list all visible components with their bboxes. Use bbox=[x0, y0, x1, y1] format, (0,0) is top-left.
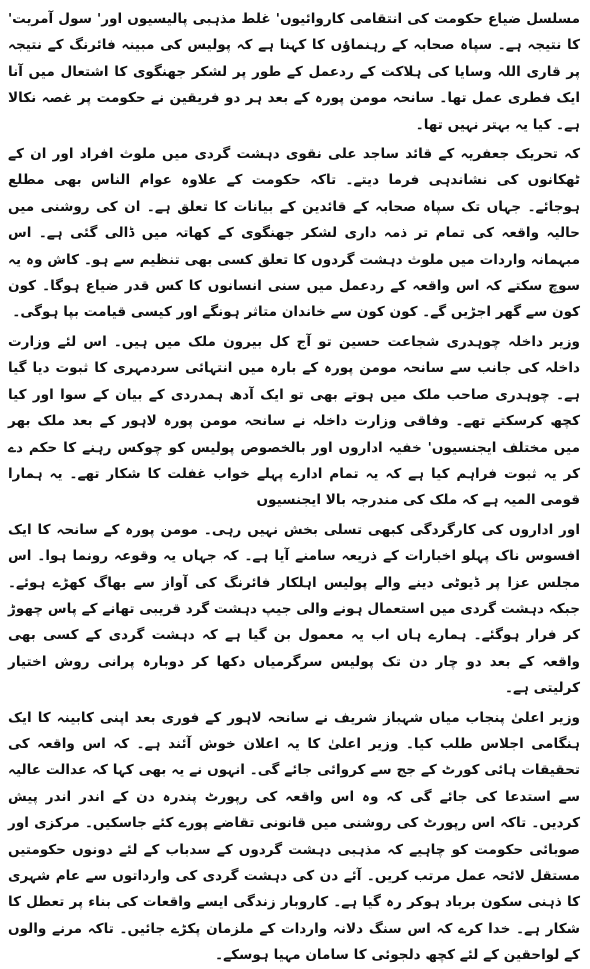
article-paragraph-4: اور اداروں کی کارگردگی کبھی تسلی بخش نہیں رہی۔ مومن پورہ کے سانحہ کا ایک افسوس ناک پہلو اخبارات کے ذریعہ سامنے آیا ہے۔ کہ جہاں یہ وقوعہ رونما ہوا۔ اس مجلس عزا پر ڈیوٹی دینے والے پولیس اہلکار فائرنگ کی آواز سے بھاگ کھڑے ہوئے۔ جبکہ دہشت گردی میں استعمال ہونے والی جیپ دہشت گرد قریبی تھانے کے پاس چھوڑ کر فرار ہوگئے۔ ہمارے ہاں اب یہ معمول بن گیا ہے کہ دہشت گردی کے کسی بھی واقعہ کے بعد دو چار دن تک پولیس سرگرمیاں دکھا کر دوبارہ پرانی روش اختیار کرلیتی ہے۔ bbox=[8, 521, 580, 697]
article-paragraph-1: مسلسل ضیاع حکومت کی انتقامی کاروائیوں' غلط مذہبی پالیسیوں اور' سول آمریت' کا نتیجہ ہے۔ سپاہ صحابہ کے رہنماؤں کا کہنا ہے کہ پولیس کی مبینہ فائرنگ کے نتیجہ پر قاری اللہ وسایا کی ہلاکت کے ردعمل کے طور پر لشکر جھنگوی کا اشتعال میں آنا ایک فطری عمل تھا۔ سانحہ مومن پورہ کے بعد ہر دو فریقین نے حکومت پر غصہ نکالا ہے۔ کیا یہ بہتر نہیں تھا۔ bbox=[8, 11, 580, 133]
article-paragraph-3: وزیر داخلہ چوہدری شجاعت حسین تو آج کل بیرون ملک میں ہیں۔ اس لئے وزارت داخلہ کی جانب سے سانحہ مومن پورہ کے بارہ میں انتہائی سردمہری کا ثبوت دیا گیا ہے۔ چوہدری صاحب ملک میں ہوتے بھی تو ایک آدھ ہمدردی کے بیان کے سوا اور کیا کچھ کرسکتے تھے۔ وفاقی وزارت داخلہ نے سانحہ مومن پورہ لاہور کے بعد ملک بھر میں مختلف ایجنسیوں' خفیہ اداروں اور بالخصوص پولیس کو چوکس رہنے کا حکم دے کر یہ ثبوت فراہم کیا ہے کہ یہ تمام ادارے پہلے خواب غفلت کا شکار تھے۔ یہ ہمارا قومی المیہ ہے کہ ملک کی مندرجہ بالا ایجنسیوں bbox=[8, 333, 580, 509]
article-paragraph-5: وزیر اعلیٰ پنجاب میاں شہباز شریف نے سانحہ لاہور کے فوری بعد اپنی کابینہ کا ایک ہنگامی اجلاس طلب کیا۔ وزیر اعلیٰ کا یہ اعلان خوش آئند ہے۔ کہ اس واقعہ کی تحقیقات ہائی کورٹ کے جج سے کروائی جائے گی۔ انہوں نے یہ بھی کہا کہ عدالت عالیہ سے استدعا کی جائے گی کہ وہ اس واقعہ کی رپورٹ پندرہ دن کے اندر اندر پیش کردیں۔ تاکہ اس رپورٹ کی روشنی میں قانونی تقاضے پورے کئے جاسکیں۔ مرکزی اور صوبائی حکومت کو چاہیے کہ مذہبی دہشت گردوں کے سدباب کے لئے دونوں حکومتیں مستقل لائحہ عمل مرتب کریں۔ آئے دن کی دہشت گردی کی وارداتوں سے عام شہری کا ذہنی سکون برباد ہوکر رہ گیا ہے۔ کاروبار زندگی ایسے واقعات کی بناء پر تعطل کا شکار ہے۔ خدا کرے کہ اس سنگ دلانہ واردات کے ملزمان پکڑے جائیں۔ تاکہ مرنے والوں کے لواحقین کے لئے کچھ دلجوئی کا سامان مہیا ہوسکے۔ bbox=[8, 709, 580, 964]
article-paragraph-2: کہ تحریک جعفریہ کے قائد ساجد علی نقوی دہشت گردی میں ملوث افراد اور ان کے ٹھکانوں کی نشاندہی فرما دیتے۔ تاکہ حکومت کے علاوہ عوام الناس بھی مطلع ہوجائے۔ جہاں تک سپاہ صحابہ کے قائدین کے بیانات کا تعلق ہے۔ ان کی روشنی میں حالیہ واقعہ کی تمام تر ذمہ داری لشکر جھنگوی کے کھاتہ میں ڈالی گئی ہے۔ اس مبہمانہ واردات میں ملوث دہشت گردوں کا تعلق کسی بھی تنظیم سے ہو۔ کاش وہ یہ سوچ سکتے کہ اس واقعہ کے ردعمل میں سنی انسانوں کا کس قدر ضیاع ہوگا۔ کون کون سے گھر اجڑیں گے۔ کون کون سے خاندان متاثر ہونگے اور کیسی قیامت بپا ہوگی۔ bbox=[8, 146, 580, 321]
